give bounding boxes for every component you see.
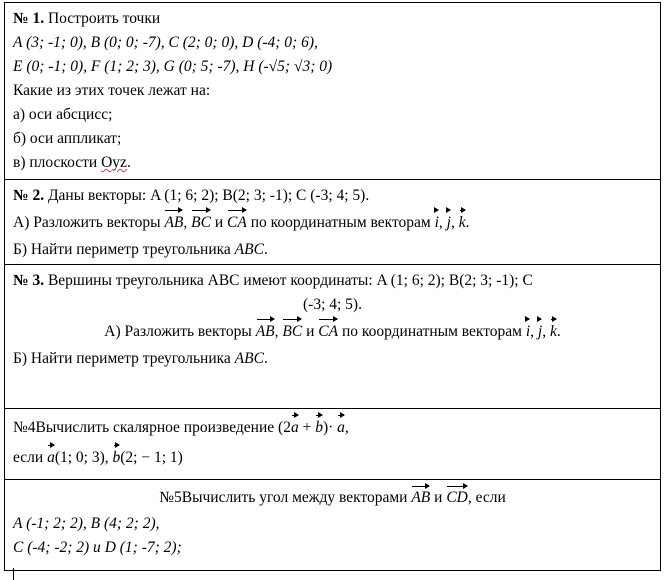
vector-a: a [47, 443, 55, 473]
vector-bc: BC [282, 317, 302, 347]
dot: . [263, 241, 268, 258]
option-c-plane: Oyz [101, 154, 127, 171]
task-2-part-b [13, 238, 652, 262]
plus-sign: + [298, 419, 316, 436]
vector-a: a [337, 413, 345, 443]
vector-cd: CD [446, 484, 468, 512]
task-5-line-1 [13, 484, 652, 512]
points-text-a: E (0; -1; 0), F (1; 2; 3), G (0; 5; -7), H (-√ [13, 58, 278, 75]
tasks-table [4, 2, 661, 571]
vector-a-coords: (1; 0; 3), [54, 449, 113, 466]
and-word: и [430, 489, 447, 506]
task-1-title-text: Построить точки [44, 10, 161, 27]
task-2-number: № 2. [13, 187, 45, 204]
task-3-number: № 3. [13, 272, 45, 289]
triangle-name: ABC [234, 350, 264, 367]
vector-ab: AB [164, 208, 183, 238]
point-c: C (-4; -2; 2) и [13, 539, 105, 556]
task-4 [5, 409, 660, 480]
task-3-part-a-label: А) Разложить векторы [104, 323, 256, 340]
task-1-question: Какие из этих точек лежат на: [13, 82, 211, 99]
vector-ca: CA [318, 317, 338, 347]
comma: , [344, 419, 349, 436]
unit-vector-k: k [459, 208, 466, 238]
vector-b: b [113, 443, 121, 473]
option-c-text: в) плоскости [13, 154, 102, 171]
points-text-b: 5; √ [277, 58, 303, 75]
task-5-line-2: A (-1; 2; 2), B (4; 2; 2), [13, 515, 160, 532]
unit-vector-k: k [550, 317, 557, 347]
vector-a: a [291, 413, 299, 443]
page-edge-mark [13, 568, 14, 580]
task-1-number: № 1. [13, 10, 45, 27]
task-3-part-b-label: Б) Найти периметр треугольника [13, 350, 235, 367]
task-5-text: №5Вычислить угол между векторами [159, 489, 412, 506]
vector-ab: AB [256, 317, 275, 347]
task-5-tail: , если [467, 489, 506, 506]
and-word: и [210, 214, 228, 231]
task-4-line-1 [13, 413, 652, 443]
task-5 [5, 480, 660, 570]
task-3-line-2: (-3; 4; 5). [303, 296, 362, 313]
vector-b-coords: (2; − 1; 1) [120, 449, 183, 466]
sep: , [183, 214, 192, 231]
task-1-option-b: б) оси аппликат; [13, 130, 122, 147]
task-1-option-a: а) оси абсцисс; [13, 106, 113, 123]
task-5-line-3 [13, 536, 652, 560]
task-1 [5, 3, 660, 180]
task-2-tail: по координатным векторам [246, 214, 435, 231]
close-paren-dot: )· [322, 419, 338, 436]
unit-vector-i: i [435, 208, 439, 238]
unit-vector-j: j [538, 317, 542, 347]
task-2-part-b-label: Б) Найти периметр треугольника [13, 241, 235, 258]
task-4-line-2 [13, 443, 652, 473]
points-text-c: 3; 0) [302, 58, 333, 75]
point-d: D (1; -7; 2); [104, 539, 182, 556]
unit-vector-i: i [526, 317, 530, 347]
option-c-dot: . [126, 154, 131, 171]
task-1-points-line-1: A (3; -1; 0), B (0; 0; -7), C (2; 0; 0), D (-4; 0; 6), [13, 34, 318, 51]
task-2 [5, 180, 660, 265]
task-1-title [13, 7, 652, 31]
triangle-name: ABC [234, 241, 264, 258]
task-3 [5, 265, 660, 409]
task-2-part-a-label: А) Разложить векторы [13, 214, 165, 231]
unit-vector-j: j [447, 208, 451, 238]
vector-bc: BC [191, 208, 211, 238]
task-1-option-c [13, 151, 652, 175]
task-2-part-a: А) Разложить векторы AB, BC и CA по координатным векторам i, j, k. [13, 208, 652, 238]
if-word: если [13, 449, 48, 466]
vector-ab: AB [411, 484, 430, 512]
task-3-tail: по координатным векторам [338, 323, 526, 340]
vector-b: b [315, 413, 323, 443]
vector-ca: CA [227, 208, 247, 238]
task-2-text: Даны векторы: A (1; 6; 2); B(2; 3; -1); C (-3; 4; 5). [44, 187, 370, 204]
task-3-part-b: Б) Найти периметр треугольника ABC. [13, 350, 268, 367]
task-1-points-line-2 [13, 55, 652, 79]
task-3-part-a: А) Разложить векторы AB, BC и CA по координатным векторам i, j, k. [13, 317, 652, 347]
task-3-title [13, 269, 652, 293]
task-4-text: №4Вычислить скалярное произведение (2 [13, 419, 291, 436]
task-3-text: Вершины треугольника ABC имеют координаты: A (1; 6; 2); B(2; 3; -1); C [44, 272, 533, 289]
task-2-title [13, 184, 652, 208]
